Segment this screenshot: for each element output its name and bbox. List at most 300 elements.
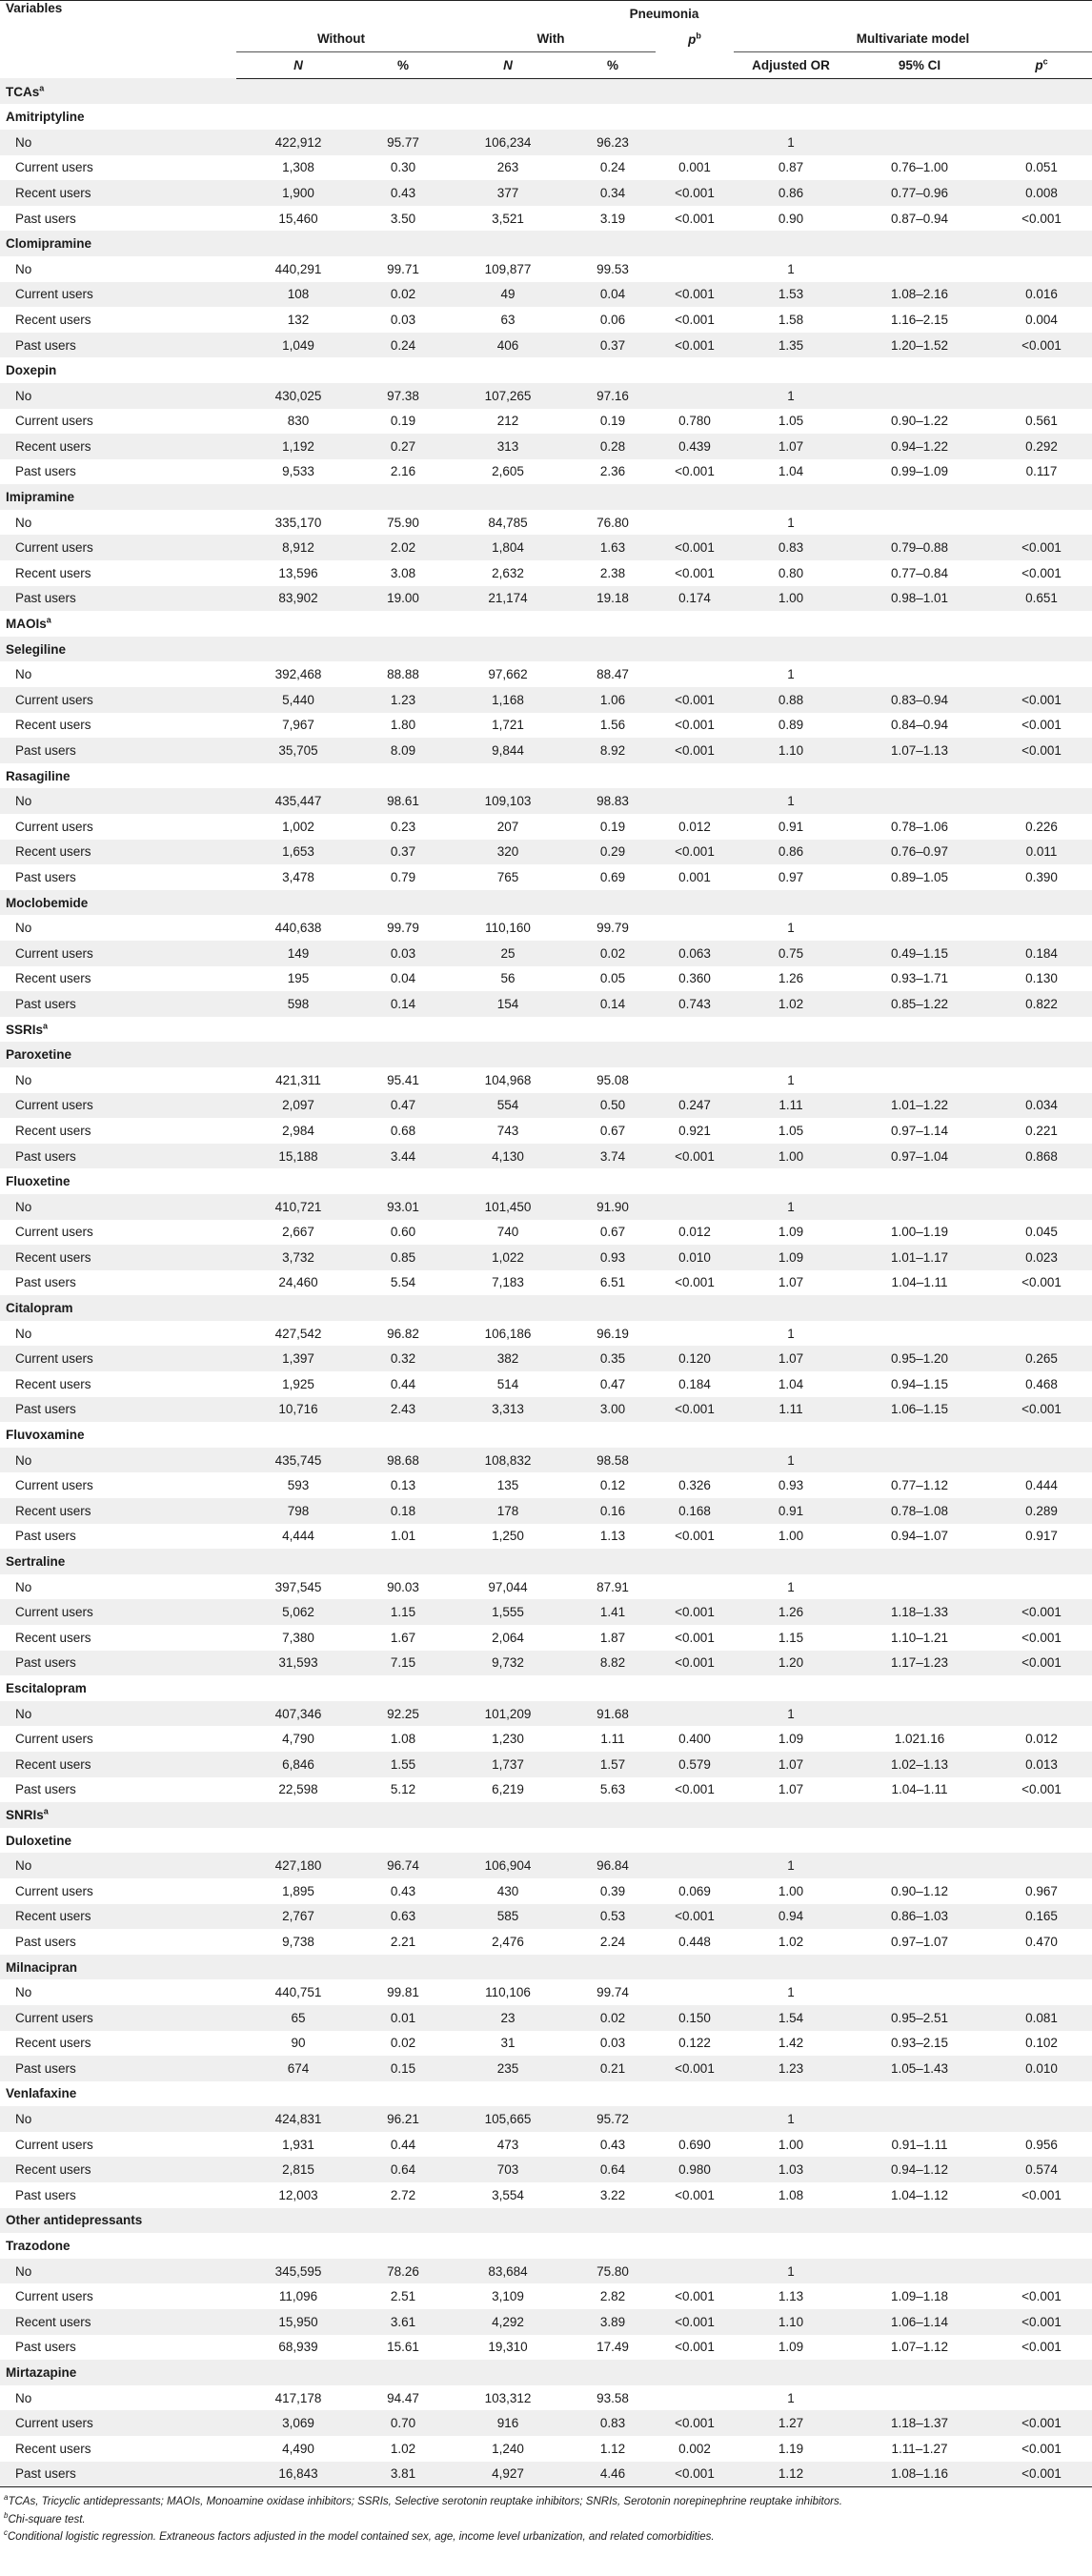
row-label-cell: Recent users [15, 565, 91, 580]
p-reg-cell [991, 2259, 1092, 2284]
ci-cell: 0.76–0.97 [848, 840, 991, 865]
row-label-cell: Past users [15, 2340, 76, 2355]
pct-without-cell: 2.43 [360, 1397, 446, 1423]
n-without-cell: 435,745 [236, 1448, 360, 1473]
table-row [0, 1574, 1092, 1600]
n-without-cell: 392,468 [274, 667, 322, 682]
pct-without-cell: 0.01 [360, 2005, 446, 2031]
row-label-cell: No [15, 2390, 32, 2405]
p-reg-cell [991, 1194, 1092, 1220]
n-without-cell: 5,440 [236, 687, 360, 713]
p-chi-cell: 0.002 [678, 2441, 711, 2456]
p-reg-cell [991, 130, 1092, 155]
adjusted-or-cell: 1 [787, 1985, 795, 2000]
p-reg-cell: 0.226 [1025, 819, 1058, 834]
adjusted-or-cell: 1.10 [734, 2309, 848, 2335]
table-row [0, 1321, 1092, 1347]
p-reg-cell: <0.001 [991, 738, 1092, 763]
pct-with-cell: 88.47 [597, 667, 629, 682]
table-row [0, 661, 1092, 687]
pct-without-cell: 97.38 [360, 383, 446, 409]
p-reg-cell: 0.967 [1025, 1883, 1058, 1898]
ci-cell: 1.07–1.13 [848, 738, 991, 763]
n-without-header: N [236, 52, 360, 79]
adjusted-or-cell: 1.23 [734, 2056, 848, 2081]
n-without-cell: 422,912 [236, 130, 360, 155]
adjusted-or-cell: 1.05 [778, 1123, 804, 1138]
table-row [0, 966, 1092, 992]
p-reg-cell: 0.574 [991, 2157, 1092, 2182]
row-label-cell: Recent users [0, 1752, 236, 1777]
pct-with-cell: 98.83 [570, 788, 656, 814]
n-with-cell: 2,605 [492, 464, 524, 479]
p-chi-cell: <0.001 [675, 2340, 715, 2355]
drug-heading-row [0, 1042, 1092, 1067]
drug-label: Amitriptyline [6, 110, 85, 125]
pct-without-cell: 15.61 [387, 2340, 419, 2355]
pct-with-cell: 2.36 [599, 464, 626, 479]
n-without-cell: 598 [236, 991, 360, 1017]
p-chi-cell [656, 915, 734, 941]
adjusted-or-cell: 1.19 [778, 2441, 804, 2456]
pct-with-cell: 93.58 [597, 2390, 629, 2405]
n-without-cell: 11,096 [278, 2289, 318, 2304]
p-chi-cell: <0.001 [675, 1782, 715, 1797]
p-chi-cell: <0.001 [675, 2289, 715, 2304]
p-reg-cell [991, 383, 1092, 409]
pct-with-cell: 99.53 [597, 261, 629, 276]
adjusted-or-cell: 0.89 [778, 718, 804, 733]
pct-with-cell: 98.58 [570, 1448, 656, 1473]
row-label-cell: Recent users [0, 2309, 236, 2335]
p-chi-cell: <0.001 [656, 1599, 734, 1625]
p-reg-cell [991, 510, 1092, 536]
footnotes [0, 2487, 1092, 2544]
n-without-cell: 35,705 [236, 738, 360, 763]
p-chi-cell: <0.001 [675, 718, 715, 733]
pct-without-cell: 99.71 [387, 261, 419, 276]
drug-label: Selegiline [0, 637, 1092, 662]
p-reg-cell: 0.165 [991, 1904, 1092, 1930]
p-reg-cell [991, 661, 1092, 687]
pct-without-cell: 96.74 [360, 1853, 446, 1878]
pct-with-cell: 3.89 [570, 2309, 656, 2335]
n-with-cell: 63 [500, 312, 516, 327]
p-chi-cell: 0.012 [678, 1225, 711, 1240]
ci-cell [848, 383, 991, 409]
row-label-cell: Current users [0, 2410, 236, 2436]
n-with-cell: 916 [446, 2410, 570, 2436]
ci-cell [848, 1067, 991, 1093]
table-row [0, 434, 1092, 459]
pct-with-cell: 91.90 [570, 1194, 656, 1220]
n-without-cell: 24,460 [278, 1275, 318, 1290]
p-reg-cell: <0.001 [1021, 2187, 1062, 2202]
p-chi-cell: 0.360 [678, 971, 711, 986]
p-reg-cell: 0.651 [991, 586, 1092, 612]
adjusted-or-cell: 1.42 [778, 2036, 804, 2051]
pct-without-cell: 0.43 [360, 180, 446, 206]
table-row [0, 1498, 1092, 1524]
n-with-cell: 109,877 [484, 261, 532, 276]
pct-without-cell: 7.15 [360, 1651, 446, 1676]
p-reg-cell: 0.444 [1025, 1478, 1058, 1493]
p-chi-cell [656, 1701, 734, 1727]
p-reg-cell: 0.130 [1025, 971, 1058, 986]
pct-without-cell: 90.03 [387, 1579, 419, 1594]
p-reg-cell: 0.008 [991, 180, 1092, 206]
n-without-cell: 5,062 [236, 1599, 360, 1625]
n-with-cell: 101,209 [446, 1701, 570, 1727]
pct-with-cell: 4.46 [570, 2462, 656, 2487]
ci-cell: 0.99–1.09 [890, 464, 949, 479]
ci-cell: 0.78–1.08 [848, 1498, 991, 1524]
pct-with-cell: 5.63 [599, 1782, 626, 1797]
drug-heading-row [0, 2081, 1092, 2107]
n-with-cell: 21,174 [446, 586, 570, 612]
adjusted-or-cell: 0.93 [778, 1478, 804, 1493]
adjusted-or-cell: 1.07 [734, 1346, 848, 1371]
pct-with-cell: 2.82 [599, 2289, 626, 2304]
p-chi-cell [656, 788, 734, 814]
pct-without-cell: 5.54 [390, 1275, 416, 1290]
row-label-cell: Current users [0, 535, 236, 560]
pct-without-cell: 0.37 [360, 840, 446, 865]
ci-cell: 0.90–1.12 [890, 1883, 949, 1898]
n-without-cell: 427,180 [236, 1853, 360, 1878]
pct-with-cell: 95.08 [597, 1072, 629, 1087]
p-chi-cell: <0.001 [656, 333, 734, 358]
adjusted-or-cell: 1 [787, 1326, 795, 1341]
p-reg-cell: <0.001 [991, 1651, 1092, 1676]
drug-heading-row [0, 231, 1092, 256]
n-without-cell: 345,595 [236, 2259, 360, 2284]
row-label-cell: Past users [0, 738, 236, 763]
pct-without-cell: 98.61 [360, 788, 446, 814]
n-without-cell: 6,846 [236, 1752, 360, 1777]
p-chi-cell: <0.001 [656, 1397, 734, 1423]
p-chi-cell: 0.184 [678, 1376, 711, 1391]
drug-heading-row [0, 1549, 1092, 1574]
pct-with-cell: 0.02 [570, 941, 656, 966]
drug-heading-row [0, 637, 1092, 662]
drug-label: Escitalopram [6, 1680, 87, 1695]
table-row [0, 2132, 1092, 2158]
adjusted-or-cell: 1.00 [778, 1883, 804, 1898]
table-row [0, 814, 1092, 840]
table-row [0, 2462, 1092, 2487]
n-with-cell: 3,313 [446, 1397, 570, 1423]
p-reg-cell: 0.470 [1025, 1934, 1058, 1949]
ci-cell: 0.77–1.12 [890, 1478, 949, 1493]
p-reg-cell: <0.001 [991, 687, 1092, 713]
drug-label: Moclobemide [0, 890, 1092, 916]
row-label-cell: Current users [15, 1883, 93, 1898]
adjusted-or-cell: 1.03 [734, 2157, 848, 2182]
pct-with-cell: 0.35 [570, 1346, 656, 1371]
n-with-cell: 1,804 [446, 535, 570, 560]
pct-with-cell: 0.47 [599, 1376, 626, 1391]
drug-heading-row [0, 1168, 1092, 1194]
p-reg-cell [991, 1448, 1092, 1473]
pct-without-header: % [360, 52, 446, 79]
ci-cell [848, 2385, 991, 2411]
p-chi-cell [656, 256, 734, 282]
ci-cell: 0.49–1.15 [848, 941, 991, 966]
n-with-cell: 108,832 [446, 1448, 570, 1473]
pct-with-cell: 0.14 [570, 991, 656, 1017]
p-chi-cell: <0.001 [656, 1144, 734, 1169]
p-reg-cell: 0.917 [1025, 1529, 1058, 1544]
p-reg-cell: <0.001 [991, 333, 1092, 358]
pct-without-cell: 0.24 [360, 333, 446, 358]
drug-label: Paroxetine [0, 1042, 1092, 1067]
n-without-cell: 15,460 [278, 211, 318, 226]
p-chi-cell [656, 1574, 734, 1600]
n-without-cell: 1,192 [236, 434, 360, 459]
row-label-cell: Current users [15, 2137, 93, 2152]
ci-cell [848, 1321, 991, 1347]
n-without-cell: 90 [291, 2036, 306, 2051]
n-without-cell: 13,596 [278, 565, 318, 580]
p-chi-cell: <0.001 [675, 1529, 715, 1544]
adjusted-or-cell: 1 [734, 2259, 848, 2284]
table-row [0, 2436, 1092, 2462]
p-chi-cell: 0.780 [678, 414, 711, 429]
pct-without-cell: 0.79 [390, 869, 416, 884]
table-row [0, 1144, 1092, 1169]
ci-cell: 1.11–1.27 [891, 2441, 948, 2456]
p-reg-cell: <0.001 [1021, 565, 1062, 580]
p-chi-cell: <0.001 [675, 565, 715, 580]
p-chi-cell: <0.001 [675, 464, 715, 479]
ci-cell: 1.09–1.18 [890, 2289, 949, 2304]
row-label-cell: No [15, 1985, 32, 2000]
row-label-cell: Past users [15, 211, 76, 226]
n-without-cell: 335,170 [274, 515, 322, 530]
adjusted-or-cell: 0.88 [734, 687, 848, 713]
row-label-cell: Current users [15, 819, 93, 834]
adjusted-or-cell: 1.53 [734, 282, 848, 308]
adjusted-or-cell: 1 [787, 1579, 795, 1594]
pneumonia-header: Pneumonia [236, 1, 1092, 27]
adjusted-or-cell: 1.11 [734, 1397, 848, 1423]
pct-with-cell: 0.21 [570, 2056, 656, 2081]
n-with-cell: 110,160 [485, 921, 531, 936]
p-reg-cell: 0.956 [1025, 2137, 1058, 2152]
p-reg-cell: 0.051 [1025, 160, 1058, 175]
ci-cell: 1.18–1.33 [848, 1599, 991, 1625]
p-reg-cell: 0.184 [991, 941, 1092, 966]
n-with-cell: 212 [496, 414, 519, 429]
pct-without-cell: 0.44 [390, 1376, 416, 1391]
group-label: SNRIs$^a$ [0, 1802, 1092, 1828]
drug-heading-row [0, 1828, 1092, 1854]
table-row [0, 991, 1092, 1017]
ci-cell: 1.021.16 [894, 1732, 945, 1747]
adjusted-or-cell: 1.54 [734, 2005, 848, 2031]
adjusted-or-cell: 0.86 [734, 180, 848, 206]
row-label-cell: Past users [0, 2056, 236, 2081]
row-label-cell: Recent users [15, 312, 91, 327]
p-chi-cell: 0.150 [656, 2005, 734, 2031]
p-reg-cell: 0.868 [991, 1144, 1092, 1169]
table-row [0, 1929, 1092, 1955]
ci-cell: 0.94–1.22 [848, 434, 991, 459]
pct-without-cell: 0.70 [360, 2410, 446, 2436]
pct-with-cell: 3.19 [599, 211, 626, 226]
pct-with-cell: 1.87 [599, 1630, 626, 1645]
ci-cell [848, 1701, 991, 1727]
n-with-cell: 703 [446, 2157, 570, 2182]
p-chi-cell: <0.001 [656, 840, 734, 865]
n-without-cell: 22,598 [278, 1782, 318, 1797]
variables-header: Variables [0, 1, 236, 79]
n-without-cell: 2,815 [236, 2157, 360, 2182]
p-chi-cell [656, 1853, 734, 1878]
table-row [0, 1118, 1092, 1144]
n-without-cell: 427,542 [274, 1326, 322, 1341]
p-reg-cell: 0.289 [991, 1498, 1092, 1524]
ci-cell [848, 2259, 991, 2284]
pct-with-cell: 95.72 [570, 2106, 656, 2132]
ci-cell: 0.97–1.04 [848, 1144, 991, 1169]
ci-cell: 0.97–1.14 [890, 1123, 949, 1138]
n-without-cell: 674 [236, 2056, 360, 2081]
p-reg-cell: <0.001 [1021, 2340, 1062, 2355]
table-row [0, 282, 1092, 308]
n-with-cell: 263 [496, 160, 519, 175]
adjusted-or-cell: 1.07 [734, 434, 848, 459]
row-label-cell: No [0, 130, 236, 155]
row-label-cell: Recent users [15, 1630, 91, 1645]
pct-with-cell: 0.43 [599, 2137, 626, 2152]
n-with-cell: 1,230 [492, 1732, 524, 1747]
pct-without-cell: 1.08 [390, 1732, 416, 1747]
pct-without-cell: 0.15 [360, 2056, 446, 2081]
n-with-cell: 97,662 [488, 667, 528, 682]
drug-label: Milnacipran [0, 1955, 1092, 1980]
n-with-cell: 2,476 [492, 1934, 524, 1949]
n-without-cell: 15,188 [236, 1144, 360, 1169]
adjusted-or-cell: 1.09 [778, 1732, 804, 1747]
ci-cell: 0.94–1.07 [890, 1529, 949, 1544]
drug-heading-row [0, 1295, 1092, 1321]
p-reg-cell: <0.001 [991, 1599, 1092, 1625]
p-reg-cell: <0.001 [991, 1397, 1092, 1423]
ci-cell: 0.94–1.12 [848, 2157, 991, 2182]
row-label-cell: Past users [15, 1529, 76, 1544]
ci-cell: 0.94–1.15 [890, 1376, 949, 1391]
n-without-cell: 195 [287, 971, 310, 986]
p-reg-cell: 0.468 [1025, 1376, 1058, 1391]
ci-cell: 0.84–0.94 [890, 718, 949, 733]
pct-without-cell: 2.72 [390, 2187, 416, 2202]
pct-without-cell: 1.15 [360, 1599, 446, 1625]
table-row [0, 2031, 1092, 2057]
footnote: $^c$Conditional logistic regression. Extraneous factors adjusted in the model contained sex, age, income level urbanization, and related comorbidities. [4, 2527, 715, 2543]
row-label-cell: Recent users [0, 1245, 236, 1270]
p-chi-cell [656, 2106, 734, 2132]
adjusted-or-cell: 1 [734, 1701, 848, 1727]
n-with-cell: 4,927 [446, 2462, 570, 2487]
row-label-cell: Current users [0, 687, 236, 713]
pct-with-cell: 0.93 [570, 1245, 656, 1270]
p-chi-cell: 0.921 [678, 1123, 711, 1138]
n-with-cell: 56 [500, 971, 516, 986]
row-label-cell: No [15, 1326, 32, 1341]
row-label-cell: Recent users [15, 1123, 91, 1138]
p-reg-cell: 0.012 [1025, 1732, 1058, 1747]
table-row [0, 915, 1092, 941]
pct-with-cell: 3.00 [570, 1397, 656, 1423]
row-label-cell: No [0, 383, 236, 409]
ci-cell: 0.98–1.01 [848, 586, 991, 612]
table-row [0, 1524, 1092, 1550]
pct-without-cell: 0.18 [360, 1498, 446, 1524]
row-label-cell: Past users [0, 1397, 236, 1423]
p-reg-cell: 0.221 [1025, 1123, 1058, 1138]
table-row [0, 256, 1092, 282]
pct-with-cell: 0.64 [570, 2157, 656, 2182]
adjusted-or-cell: 1.07 [778, 1275, 804, 1290]
pct-with-cell: 75.80 [570, 2259, 656, 2284]
p-chi-cell [656, 2385, 734, 2411]
ci-cell: 1.04–1.11 [891, 1275, 948, 1290]
adjusted-or-cell: 1 [734, 383, 848, 409]
p-chi-cell: 0.400 [678, 1732, 711, 1747]
p-chi-cell: <0.001 [675, 1275, 715, 1290]
pct-without-cell: 0.02 [390, 2036, 416, 2051]
n-with-cell: 135 [496, 1478, 519, 1493]
without-header: Without [236, 27, 446, 52]
drug-label: Clomipramine [0, 231, 1092, 256]
p-reg-cell: <0.001 [1021, 1275, 1062, 1290]
adjusted-or-cell: 1.07 [734, 1752, 848, 1777]
n-without-cell: 2,984 [282, 1123, 314, 1138]
n-without-cell: 15,950 [236, 2309, 360, 2335]
pct-with-cell: 6.51 [599, 1275, 626, 1290]
n-with-cell: 1,022 [446, 1245, 570, 1270]
row-label-cell: No [15, 1579, 32, 1594]
p-reg-cell: 0.292 [991, 434, 1092, 459]
p-chi-cell: 0.001 [678, 160, 711, 175]
n-without-cell: 3,069 [236, 2410, 360, 2436]
p-reg-cell: 0.822 [991, 991, 1092, 1017]
n-with-cell: 207 [496, 819, 519, 834]
table-row [0, 941, 1092, 966]
table-row [0, 2309, 1092, 2335]
row-label-cell: Current users [15, 414, 93, 429]
drug-heading-row [0, 2233, 1092, 2259]
table-row [0, 206, 1092, 232]
n-with-cell: 7,183 [492, 1275, 524, 1290]
p-reg-cell: <0.001 [1021, 1782, 1062, 1797]
pct-without-cell: 0.30 [390, 160, 416, 175]
pct-without-cell: 8.09 [360, 738, 446, 763]
n-without-cell: 65 [236, 2005, 360, 2031]
p-reg-cell: 0.561 [1025, 414, 1058, 429]
n-without-cell: 1,002 [282, 819, 314, 834]
table-row [0, 1904, 1092, 1930]
adjusted-or-cell: 0.90 [778, 211, 804, 226]
row-label-cell: No [0, 1853, 236, 1878]
table-row [0, 1346, 1092, 1371]
pct-without-cell: 19.00 [360, 586, 446, 612]
p-reg-cell: <0.001 [1021, 211, 1062, 226]
adjusted-or-cell: 1.04 [778, 464, 804, 479]
n-without-cell: 1,397 [236, 1346, 360, 1371]
